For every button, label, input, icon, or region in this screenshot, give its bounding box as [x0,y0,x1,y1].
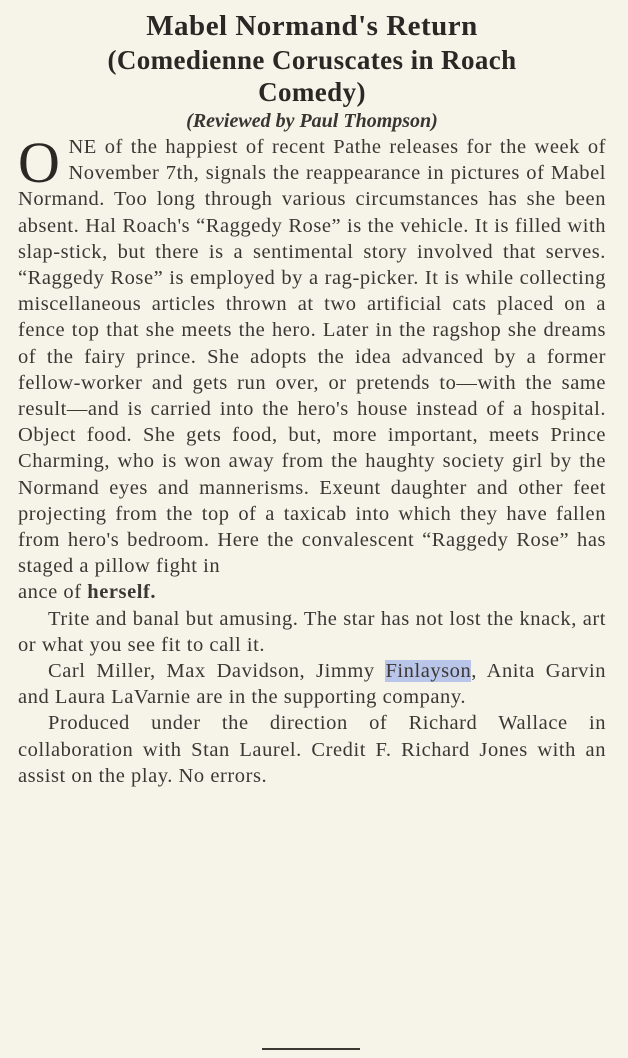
highlighted-text[interactable]: Finlayson [385,660,472,683]
paragraph-3 [18,658,606,710]
paragraph-1-text: NE of the happiest of recent Pathe releases for the week of November 7th, signals the reappearance in pictures of Mabel Normand. Too long through various circumstances has she been absent. Hal Roach's “Raggedy Rose” is the vehicle. It is filled with slap-stick, but there is a sentimental story involved that serves. “Raggedy Rose” is employed by a rag-picker. It is while collecting miscellaneous articles thrown at two artificial cats placed on a fence top that she meets the hero. Later in the ragshop she dreams of the fairy prince. She adopts the idea advanced by a former fellow-worker and gets run over, or pretends to—with the same result—and is carried into the hero's house instead of a hospital. Object food. She gets food, but, more important, meets Prince Charming, who is won away from the haughty society girl by the Normand eyes and mannerisms. Exeunt daughter and other feet projecting from the top of a taxicab into which they have fallen from hero's bedroom. Here the convalescent “Raggedy Rose” has staged a pillow fight in [18,136,606,578]
end-rule [262,1048,360,1050]
article-byline: (Reviewed by Paul Thompson) [186,110,438,132]
paragraph-1-tail-bold: herself. [87,581,157,604]
paragraph-2: Trite and banal but amusing. The star has not lost the knack, art or what you see fit to call it. [18,607,606,656]
paragraph-3-text-start: Carl Miller, Max Davidson, Jimmy [48,660,375,683]
article-subtitle-line-2: Comedy) [258,77,366,107]
paragraph-1-tail: ance of [18,581,82,604]
drop-cap: O [18,130,61,195]
article-body [18,130,606,789]
article-title: Mabel Normand's Return [146,10,478,42]
paragraph-4: Produced under the direction of Richard Wallace in collaboration with Stan Laurel. Credit F. Richard Jones with an assist on the play. No errors. [18,712,606,787]
paragraph-1 [18,130,606,606]
paragraph-3-text-end: , Anita Garvin and Laura LaVarnie are in the supporting company. [18,660,606,709]
article-subtitle-line-1: (Comedienne Coruscates in Roach [107,45,517,75]
